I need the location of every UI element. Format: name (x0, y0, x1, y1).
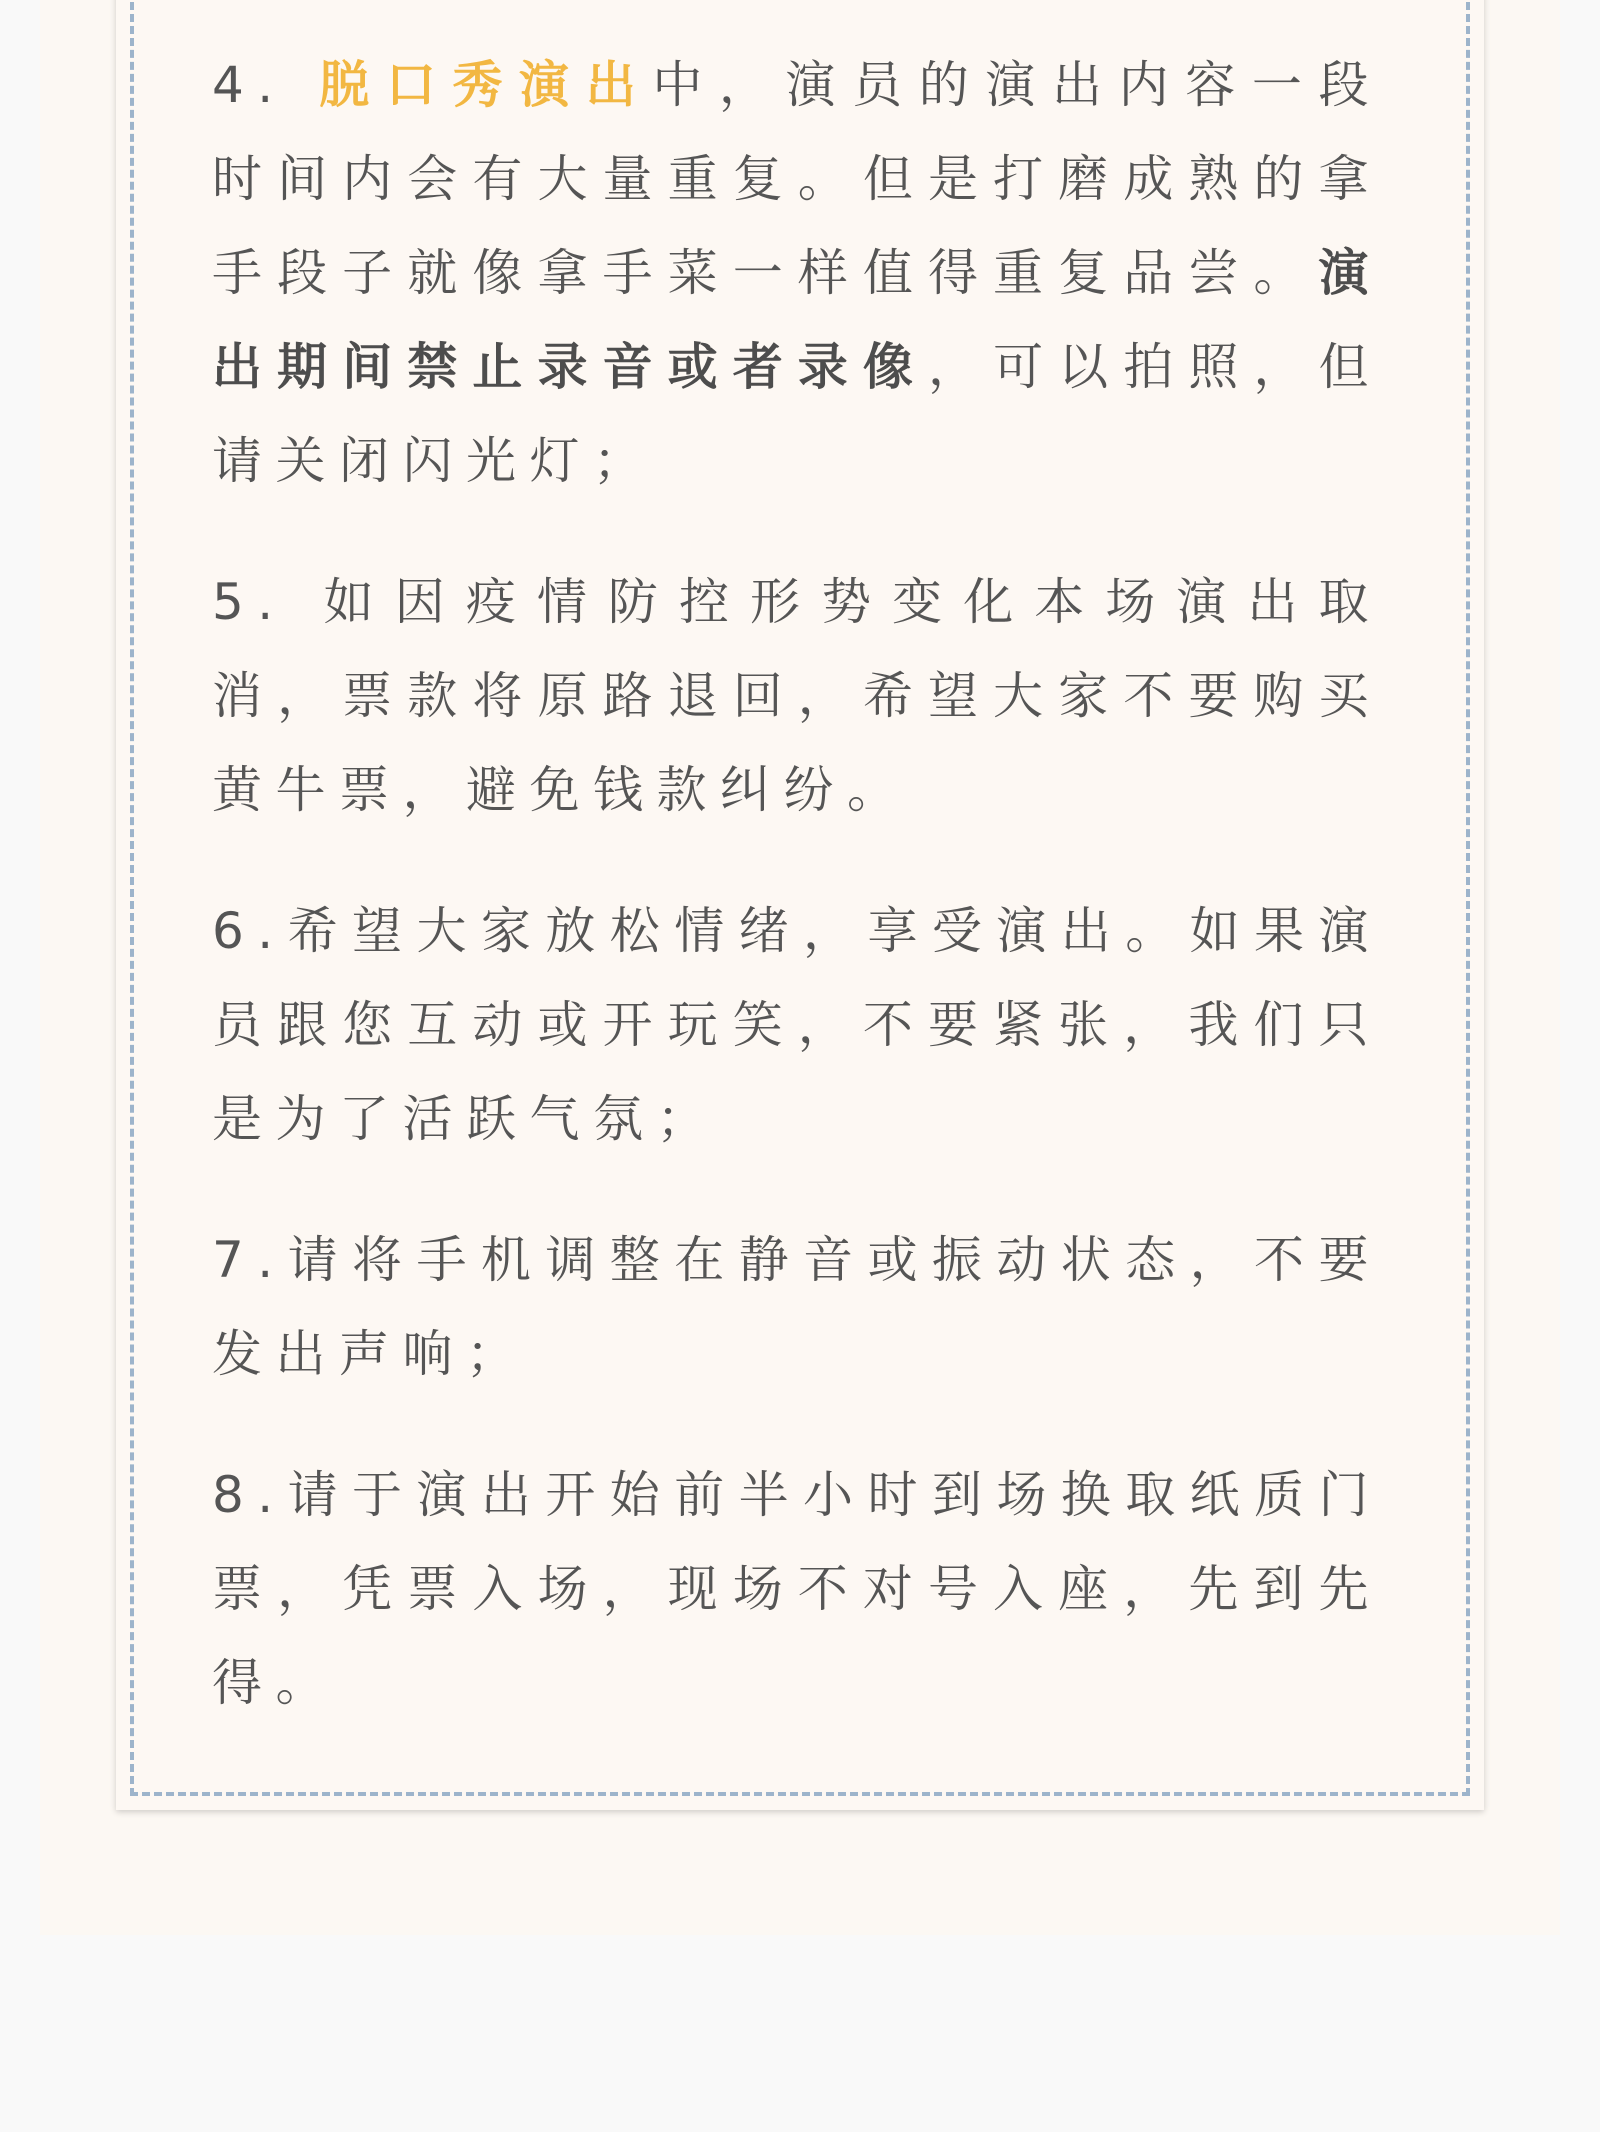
item-4-bold: 演出期间禁止录音或者录像 (212, 244, 1382, 396)
notice-item-7: 7.请将手机调整在静音或振动状态，不要发出声响； (212, 1231, 1382, 1383)
notice-item-4 (212, 38, 1382, 508)
item-4-prefix: 4. (212, 56, 320, 114)
notice-content (212, 38, 1382, 1777)
notice-item-6: 6.希望大家放松情绪，享受演出。如果演员跟您互动或开玩笑，不要紧张，我们只是为了活跃气氛； (212, 902, 1382, 1148)
notice-item-5: 5. 如因疫情防控形势变化本场演出取消，票款将原路退回，希望大家不要购买黄牛票，避免钱款纠纷。 (212, 573, 1382, 819)
item-4-highlight: 脱口秀演出 (319, 56, 653, 114)
item-4-text-1: 中，演员的演出内容一段时间内会有大量重复。但是打磨成熟的拿手段子就像拿手菜一样值得重复品尝。 (212, 56, 1382, 302)
item-4-text-2: ，可以拍照，但请关闭闪光灯； (212, 338, 1383, 490)
notice-item-8: 8.请于演出开始前半小时到场换取纸质门票，凭票入场，现场不对号入座，先到先得。 (212, 1466, 1382, 1712)
